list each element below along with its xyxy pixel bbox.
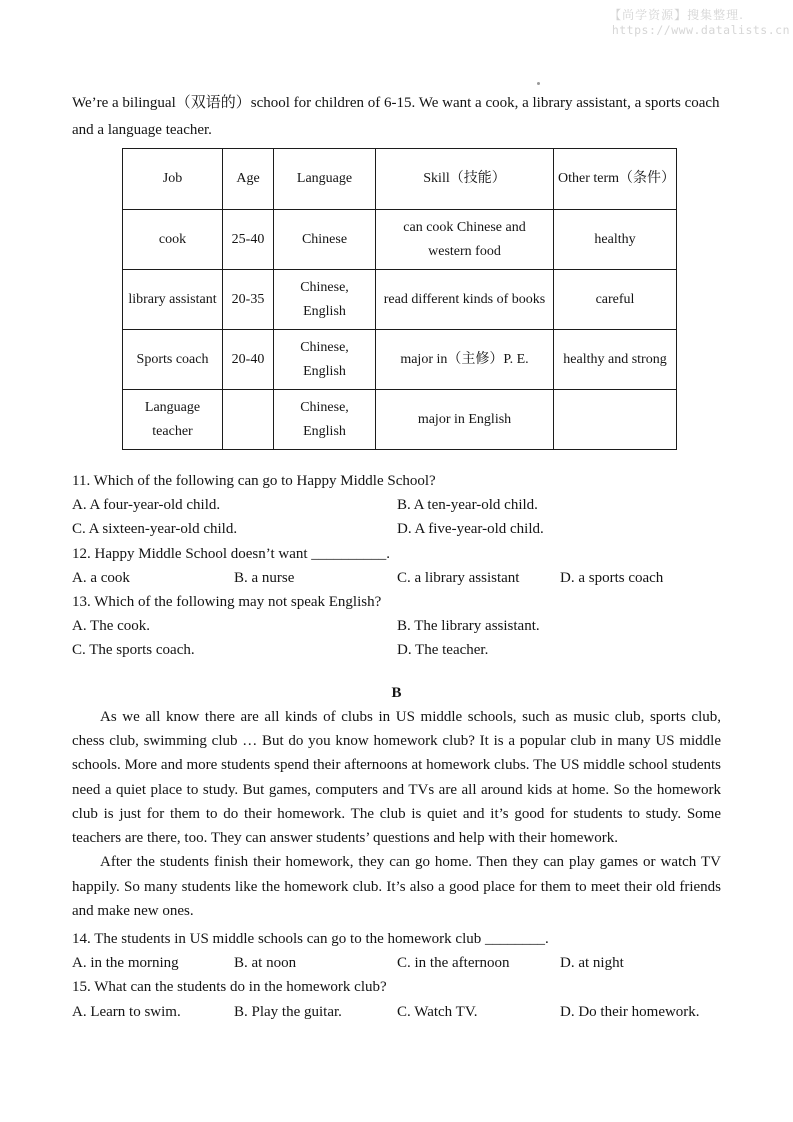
cell-job: cook [123,210,223,270]
cell-skill: can cook Chinese and western food [376,210,554,270]
cell-other-term: healthy and strong [554,330,677,390]
question-12-stem: 12. Happy Middle School doesn’t want __________. [72,545,391,562]
option-13-a: A. The cook. [72,618,151,635]
option-14-b: B. at noon [234,955,297,972]
cell-skill: read different kinds of books [376,270,554,330]
question-15-stem: 15. What can the students do in the homework club? [72,979,387,996]
cell-age: 25-40 [223,210,274,270]
option-12-b: B. a nurse [234,569,295,586]
section-b-heading: B [391,684,402,701]
col-header-job: Job [123,149,223,210]
question-12-options-row [72,566,721,590]
option-15-b: B. Play the guitar. [234,1003,342,1020]
col-header-language: Language [274,149,376,210]
option-12-d: D. a sports coach [560,569,664,586]
option-12-a: A. a cook [72,569,130,586]
question-13-options-row-2 [72,638,721,662]
question-13-stem: 13. Which of the following may not speak English? [72,594,382,611]
intro-paragraph: We’re a bilingual（双语的）school for children of 6-15. We want a cook, a library assistant, a sports coach and a language teacher. [72,95,720,138]
option-11-d: D. A five-year-old child. [397,521,544,538]
option-11-b: B. A ten-year-old child. [397,497,538,514]
stray-dot [537,82,540,85]
question-11-options-row-2 [72,517,721,541]
table-row-sports-coach [123,330,677,390]
col-header-age: Age [223,149,274,210]
cell-job: Sports coach [123,330,223,390]
table-row-cook [123,210,677,270]
question-11-stem: 11. Which of the following can go to Happy Middle School? [72,473,436,489]
questions-section-a [72,469,721,663]
option-11-c: C. A sixteen-year-old child. [72,521,238,538]
option-14-d: D. at night [560,955,624,972]
cell-language: Chinese, English [274,390,376,450]
option-11-a: A. A four-year-old child. [72,497,221,514]
cell-age [223,390,274,450]
cell-skill: major in English [376,390,554,450]
cell-skill: major in（主修）P. E. [376,330,554,390]
table-row-language-teacher [123,390,677,450]
option-13-b: B. The library assistant. [397,618,540,635]
cell-other-term: healthy [554,210,677,270]
watermark-url-text: https://www.datalists.cn [611,23,790,37]
option-15-d: D. Do their homework. [560,1003,700,1020]
cell-other-term: careful [554,270,677,330]
question-11-options-row-1 [72,493,721,517]
cell-job: library assistant [123,270,223,330]
option-12-c: C. a library assistant [397,569,520,586]
cell-age: 20-40 [223,330,274,390]
question-14-options-row [72,951,721,975]
table-row-library-assistant [123,270,677,330]
passage-paragraph-2: After the students finish their homework, they can go home. Then they can play games or watch TV happily. So many students like the homework club. It’s also a good place for them to meet their old friends and make new ones. [72,854,721,919]
option-15-c: C. Watch TV. [397,1003,478,1020]
document-body [72,90,721,1024]
watermark [609,8,790,38]
passage-paragraph-1: As we all know there are all kinds of clubs in US middle schools, such as music club, sports club, chess club, swimming club … But do you know homework club? It is a popular club in many US middle schools. More and more students spend their afternoons at homework clubs. The US middle school students need a quiet place to study. But games, computers and TVs are all around kids at home. So the homework club is just for them to do their homework. The club is quiet and it’s good for students to study. Some teachers are there, too. They can answer students’ questions and help with their homework. [72,708,721,847]
cell-language: Chinese [274,210,376,270]
job-requirements-table [122,148,677,450]
cell-language: Chinese, English [274,270,376,330]
cell-age: 20-35 [223,270,274,330]
option-14-c: C. in the afternoon [397,955,510,972]
question-15-options-row [72,1000,721,1024]
option-15-a: A. Learn to swim. [72,1003,181,1020]
col-header-other-term: Other term（条件） [554,149,677,210]
col-header-skill: Skill（技能） [376,149,554,210]
cell-other-term [554,390,677,450]
questions-section-b [72,927,721,1024]
option-14-a: A. in the morning [72,955,179,972]
question-14-stem: 14. The students in US middle schools can go to the homework club ________. [72,931,549,948]
question-13-options-row-1 [72,614,721,638]
cell-language: Chinese, English [274,330,376,390]
option-13-c: C. The sports coach. [72,642,195,659]
cell-job: Language teacher [123,390,223,450]
table-header-row [123,149,677,210]
option-13-d: D. The teacher. [397,642,489,659]
watermark-source-text: 【尚学资源】搜集整理. [609,8,744,22]
